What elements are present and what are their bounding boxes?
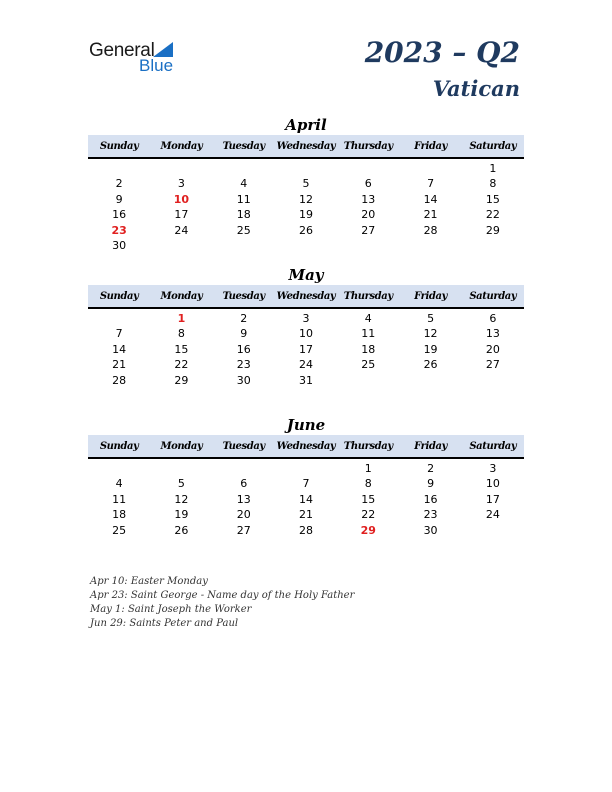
day-cell: 14 xyxy=(423,192,438,206)
day-cell: 2 xyxy=(427,462,435,475)
day-cell: 28 xyxy=(298,523,313,537)
day-cell: 26 xyxy=(298,223,313,237)
weekday-label: Friday xyxy=(414,140,447,152)
day-cell: 29 xyxy=(485,223,500,237)
holiday-note: Apr 23: Saint George - Name day of the Holy Father xyxy=(90,590,355,601)
day-cell: 12 xyxy=(298,192,313,206)
day-cell: 22 xyxy=(361,508,376,522)
weekday-header xyxy=(88,135,524,159)
day-cell: 10 xyxy=(298,327,313,341)
weekday-label: Saturday xyxy=(469,290,517,302)
month-june xyxy=(88,415,524,538)
weekday-label: Wednesday xyxy=(276,140,336,152)
empty-cell xyxy=(337,161,399,176)
empty-cell xyxy=(150,461,212,476)
empty-cell xyxy=(213,161,275,176)
day-cell: 3 xyxy=(302,312,310,325)
day-cell: 12 xyxy=(423,327,438,341)
empty-cell xyxy=(275,461,337,476)
day-grid xyxy=(88,461,524,538)
weekday-label: Thursday xyxy=(343,440,393,452)
day-grid xyxy=(88,311,524,388)
holiday-notes xyxy=(90,575,354,631)
day-cell: 10 xyxy=(485,477,500,491)
day-cell: 24 xyxy=(298,358,313,372)
day-cell: 16 xyxy=(112,208,127,222)
empty-cell xyxy=(399,161,461,176)
day-grid xyxy=(88,161,524,253)
day-cell: 2 xyxy=(115,177,123,191)
day-cell: 11 xyxy=(236,192,251,206)
weekday-label: Tuesday xyxy=(222,440,265,452)
day-cell: 16 xyxy=(236,342,251,356)
empty-cell xyxy=(88,161,150,176)
day-cell: 16 xyxy=(423,492,438,506)
day-cell: 14 xyxy=(298,492,313,506)
day-cell: 15 xyxy=(361,492,376,506)
day-cell: 30 xyxy=(423,523,438,537)
day-cell: 20 xyxy=(361,208,376,222)
day-cell: 19 xyxy=(298,208,313,222)
day-cell: 9 xyxy=(427,477,435,491)
day-cell: 17 xyxy=(298,342,313,356)
day-cell: 19 xyxy=(174,508,189,522)
weekday-label: Monday xyxy=(160,440,203,452)
day-cell: 17 xyxy=(485,492,500,506)
weekday-label: Monday xyxy=(160,290,203,302)
day-cell: 1 xyxy=(364,462,372,475)
day-cell: 11 xyxy=(112,492,127,506)
day-cell: 31 xyxy=(298,373,313,387)
day-cell: 4 xyxy=(115,477,123,491)
weekday-label: Sunday xyxy=(99,440,139,452)
logo-triangle-icon xyxy=(153,42,173,57)
day-cell: 15 xyxy=(485,192,500,206)
empty-cell xyxy=(213,461,275,476)
month-april xyxy=(88,115,524,253)
day-cell: 29 xyxy=(174,373,189,387)
month-title: April xyxy=(285,116,327,134)
day-cell: 26 xyxy=(174,523,189,537)
day-cell: 24 xyxy=(174,223,189,237)
day-cell: 23 xyxy=(236,358,251,372)
weekday-label: Tuesday xyxy=(222,140,265,152)
weekday-label: Thursday xyxy=(343,290,393,302)
day-cell: 27 xyxy=(236,523,251,537)
weekday-label: Sunday xyxy=(99,140,139,152)
day-cell: 5 xyxy=(427,312,435,325)
day-cell: 20 xyxy=(236,508,251,522)
day-cell: 10 xyxy=(173,192,190,206)
day-cell: 23 xyxy=(423,508,438,522)
day-cell: 17 xyxy=(174,208,189,222)
holiday-note: Jun 29: Saints Peter and Paul xyxy=(90,618,239,629)
day-cell: 7 xyxy=(427,177,435,191)
day-cell: 30 xyxy=(112,238,127,252)
weekday-label: Thursday xyxy=(343,140,393,152)
day-cell: 3 xyxy=(489,462,497,475)
month-title: June xyxy=(286,416,326,434)
day-cell: 19 xyxy=(423,342,438,356)
weekday-label: Friday xyxy=(414,440,447,452)
day-cell: 24 xyxy=(485,508,500,522)
weekday-label: Saturday xyxy=(469,440,517,452)
day-cell: 27 xyxy=(361,223,376,237)
weekday-label: Wednesday xyxy=(276,290,336,302)
day-cell: 22 xyxy=(174,358,189,372)
day-cell: 27 xyxy=(485,358,500,372)
day-cell: 15 xyxy=(174,342,189,356)
day-cell: 8 xyxy=(489,177,497,191)
day-cell: 30 xyxy=(236,373,251,387)
day-cell: 6 xyxy=(364,177,372,191)
day-cell: 14 xyxy=(112,342,127,356)
empty-cell xyxy=(88,461,150,476)
day-cell: 5 xyxy=(302,177,310,191)
day-cell: 21 xyxy=(423,208,438,222)
day-cell: 25 xyxy=(361,358,376,372)
day-cell: 6 xyxy=(489,312,497,325)
day-cell: 3 xyxy=(177,177,185,191)
day-cell: 4 xyxy=(364,312,372,325)
day-cell: 8 xyxy=(364,477,372,491)
month-title: May xyxy=(288,266,324,284)
logo-blue-text: Blue xyxy=(139,56,174,75)
day-cell: 13 xyxy=(236,492,251,506)
day-cell: 9 xyxy=(115,192,123,206)
empty-cell xyxy=(88,311,150,326)
holiday-note: May 1: Saint Joseph the Worker xyxy=(90,604,252,615)
weekday-label: Tuesday xyxy=(222,290,265,302)
empty-cell xyxy=(275,161,337,176)
day-cell: 7 xyxy=(302,477,310,491)
weekday-header xyxy=(88,435,524,459)
weekday-label: Wednesday xyxy=(276,440,336,452)
day-cell: 1 xyxy=(489,162,497,175)
day-cell: 7 xyxy=(115,327,123,341)
day-cell: 20 xyxy=(485,342,500,356)
weekday-label: Monday xyxy=(160,140,203,152)
day-cell: 9 xyxy=(240,327,248,341)
day-cell: 23 xyxy=(111,223,127,237)
day-cell: 21 xyxy=(298,508,313,522)
weekday-label: Friday xyxy=(414,290,447,302)
day-cell: 11 xyxy=(361,327,376,341)
day-cell: 26 xyxy=(423,358,438,372)
day-cell: 18 xyxy=(236,208,251,222)
weekday-header xyxy=(88,285,524,309)
day-cell: 4 xyxy=(240,177,248,191)
weekday-label: Saturday xyxy=(469,140,517,152)
day-cell: 5 xyxy=(177,477,185,491)
month-may xyxy=(88,265,524,388)
logo-general-text: General xyxy=(89,40,155,61)
day-cell: 13 xyxy=(485,327,500,341)
day-cell: 1 xyxy=(177,312,186,325)
day-cell: 25 xyxy=(236,223,251,237)
day-cell: 8 xyxy=(177,327,185,341)
holiday-note: Apr 10: Easter Monday xyxy=(90,576,208,587)
day-cell: 28 xyxy=(112,373,127,387)
day-cell: 29 xyxy=(360,523,376,537)
day-cell: 28 xyxy=(423,223,438,237)
page-title: 2023 – Q2 xyxy=(364,36,520,69)
country-name: Vatican xyxy=(432,76,520,101)
day-cell: 6 xyxy=(240,477,248,491)
logo xyxy=(89,40,189,76)
day-cell: 18 xyxy=(361,342,376,356)
day-cell: 13 xyxy=(361,192,376,206)
day-cell: 25 xyxy=(112,523,127,537)
day-cell: 21 xyxy=(112,358,127,372)
empty-cell xyxy=(150,161,212,176)
day-cell: 2 xyxy=(240,312,248,325)
day-cell: 22 xyxy=(485,208,500,222)
day-cell: 12 xyxy=(174,492,189,506)
day-cell: 18 xyxy=(112,508,127,522)
weekday-label: Sunday xyxy=(99,290,139,302)
